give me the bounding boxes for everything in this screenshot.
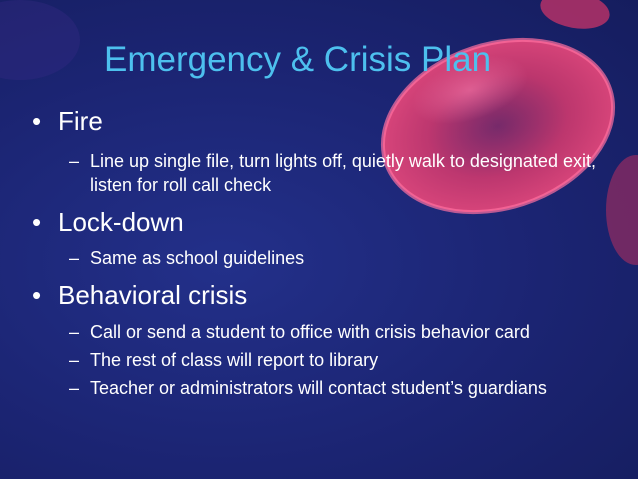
sub-item: [69, 376, 602, 400]
dash-icon: –: [69, 322, 80, 342]
bullet-label: Lock-down: [58, 207, 184, 237]
sub-item: [69, 320, 602, 344]
slide-title: Emergency & Crisis Plan: [104, 40, 492, 79]
bullet-item: [32, 280, 602, 311]
sub-item: [69, 149, 602, 197]
bullet-dot-icon: •: [32, 280, 42, 310]
dash-icon: –: [69, 151, 80, 171]
sub-item-text: Call or send a student to office with crisis behavior card: [90, 322, 530, 342]
dash-icon: –: [69, 350, 80, 370]
dash-icon: –: [69, 248, 80, 268]
bullet-label: Behavioral crisis: [58, 280, 248, 310]
sub-item: [69, 246, 602, 270]
sub-item-text: The rest of class will report to library: [90, 350, 379, 370]
sub-item-text: Teacher or administrators will contact student’s guardians: [90, 378, 547, 398]
blob-shape: [606, 155, 638, 265]
bullet-item: [32, 207, 602, 238]
bullet-label: Fire: [58, 106, 103, 136]
blob-shape: [537, 0, 612, 34]
sub-item-text: Line up single file, turn lights off, quietly walk to designated exit, listen for roll call check: [90, 151, 596, 195]
sub-item-text: Same as school guidelines: [90, 248, 305, 268]
sub-item: [69, 348, 602, 372]
bullet-list: [32, 106, 602, 400]
blob-shape: [0, 0, 80, 80]
dash-icon: –: [69, 378, 80, 398]
bullet-dot-icon: •: [32, 106, 42, 136]
bullet-dot-icon: •: [32, 207, 42, 237]
bullet-item: [32, 106, 602, 137]
